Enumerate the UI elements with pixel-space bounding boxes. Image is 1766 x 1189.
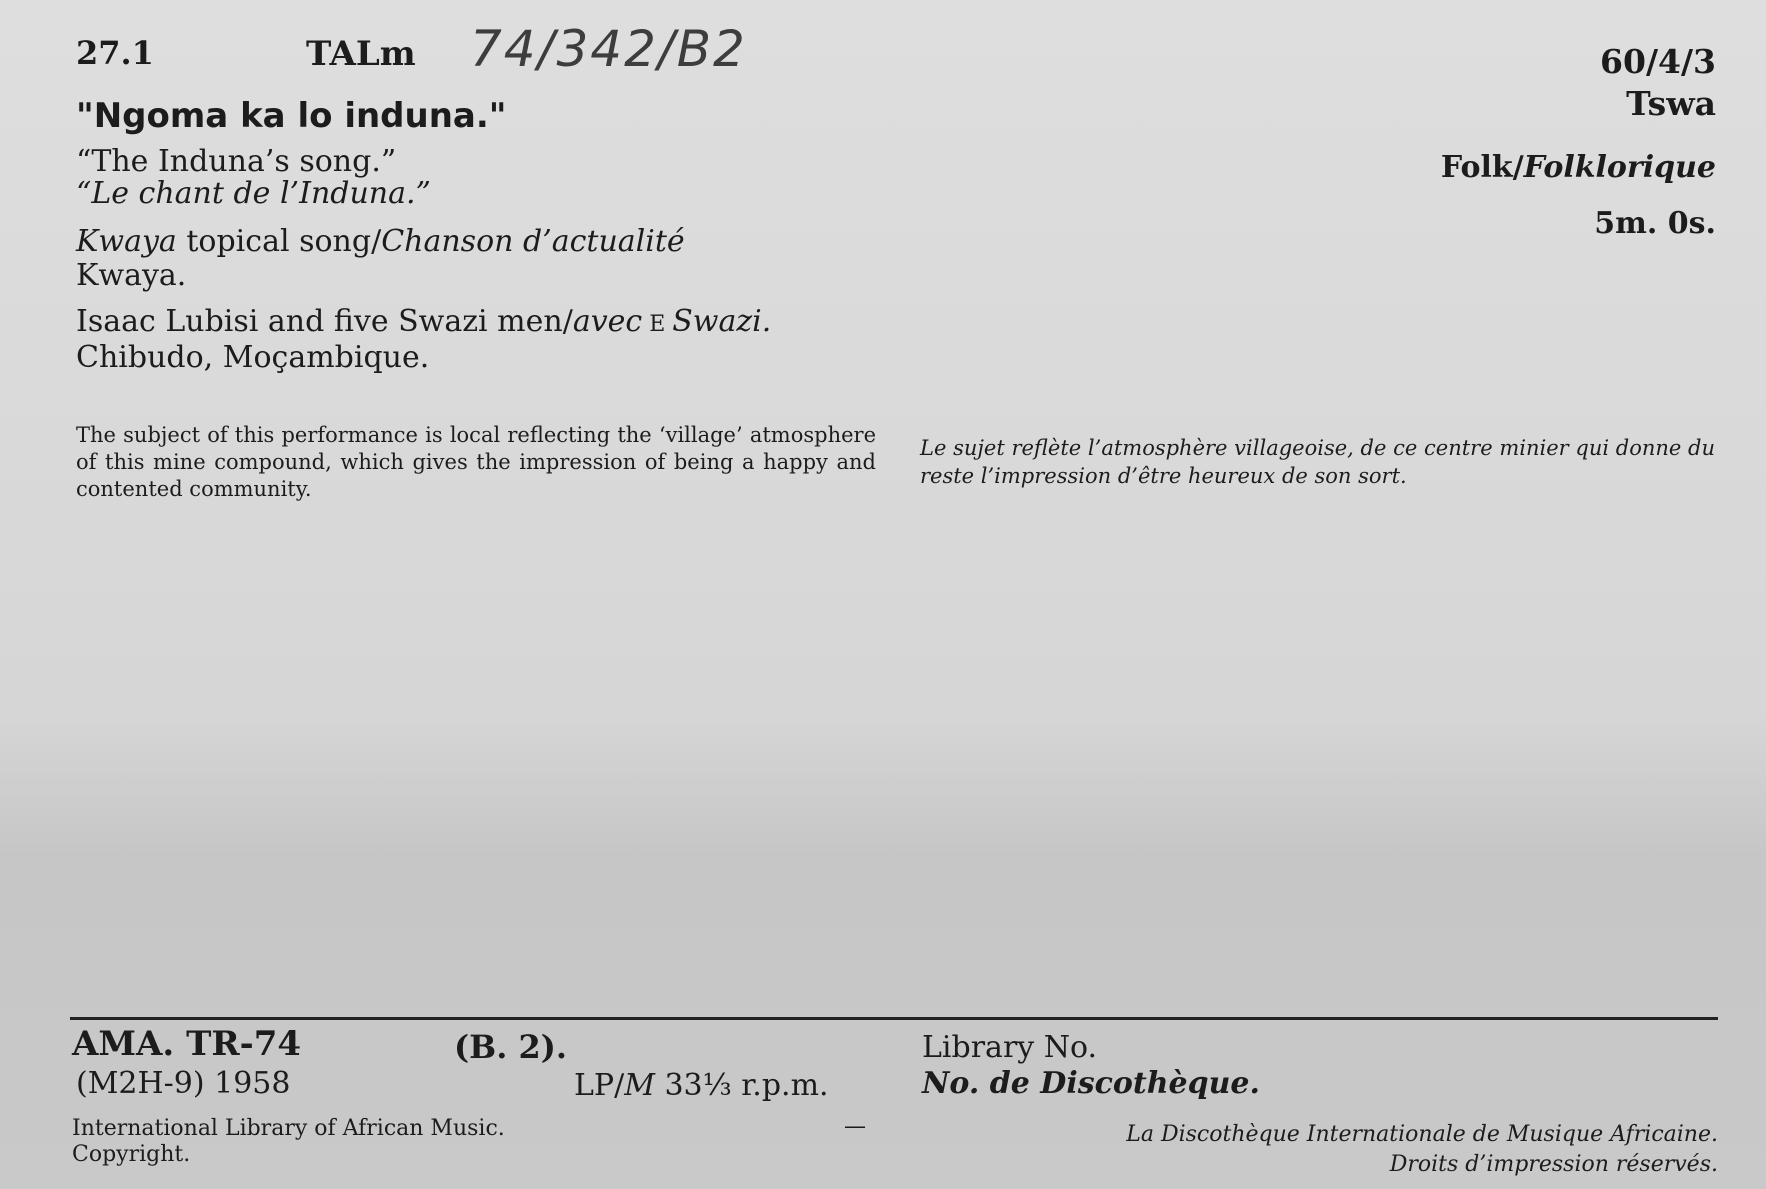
title-french: “Le chant de l’Induna.” <box>76 176 431 211</box>
song-type <box>76 224 685 259</box>
ama-number: AMA. TR-74 <box>72 1024 302 1064</box>
song-type-en: topical song/ <box>176 224 382 259</box>
record-format <box>574 1068 829 1103</box>
card-code: TALm <box>306 34 416 74</box>
song-instrument: Kwaya. <box>76 258 187 293</box>
performers-en: Isaac Lubisi and five Swazi men/ <box>76 304 573 339</box>
matrix-year: (M2H-9) 1958 <box>76 1066 291 1101</box>
title-english: “The Induna’s song.” <box>76 144 397 179</box>
copyright-en: Copyright. <box>72 1142 191 1167</box>
description-english: The subject of this performance is local reflecting the ‘village’ atmosphere of this mine compound, which gives the impression of being a happy and contented community. <box>76 423 876 501</box>
tribe-label: Tswa <box>1626 84 1716 123</box>
card-number: 27.1 <box>76 34 154 72</box>
genre-fr: Folklorique <box>1523 150 1716 185</box>
format-m: M <box>624 1068 655 1103</box>
performers <box>76 304 771 339</box>
library-number-label-fr: No. de Discothèque. <box>922 1066 1260 1101</box>
format-lp: LP/ <box>574 1068 625 1103</box>
library-number-label: Library No. <box>922 1030 1098 1065</box>
song-type-fr: Chanson d’actualité <box>381 224 685 259</box>
footer-divider <box>70 1017 1718 1020</box>
catalogue-number: 60/4/3 <box>1600 42 1716 81</box>
publisher-en: International Library of African Music. <box>72 1116 505 1141</box>
duration-label: 5m. 0s. <box>1594 206 1716 241</box>
copyright-fr: Droits d’impression réservés. <box>1389 1152 1718 1177</box>
description-french: Le sujet reflète l’atmosphère villageoise, de ce centre minier qui donne du reste l’impression d’être heureux de son sort. <box>920 436 1715 488</box>
format-speed: 33⅓ r.p.m. <box>654 1068 829 1103</box>
performers-swazi: Swazi. <box>672 304 772 339</box>
side-track: (B. 2). <box>454 1028 568 1066</box>
title-original: "Ngoma ka lo induna." <box>76 96 507 136</box>
recording-location: Chibudo, Moçambique. <box>76 340 430 375</box>
handwritten-reference: 74/342/B2 <box>470 20 747 78</box>
performers-initial: E <box>642 312 673 337</box>
genre-label <box>1441 150 1716 185</box>
genre-en: Folk/ <box>1440 150 1524 185</box>
song-type-kwaya: Kwaya <box>76 224 177 259</box>
performers-avec: avec <box>572 304 643 339</box>
separator-dash: — <box>844 1114 866 1139</box>
publisher-fr: La Discothèque Internationale de Musique Africaine. <box>1126 1122 1718 1147</box>
